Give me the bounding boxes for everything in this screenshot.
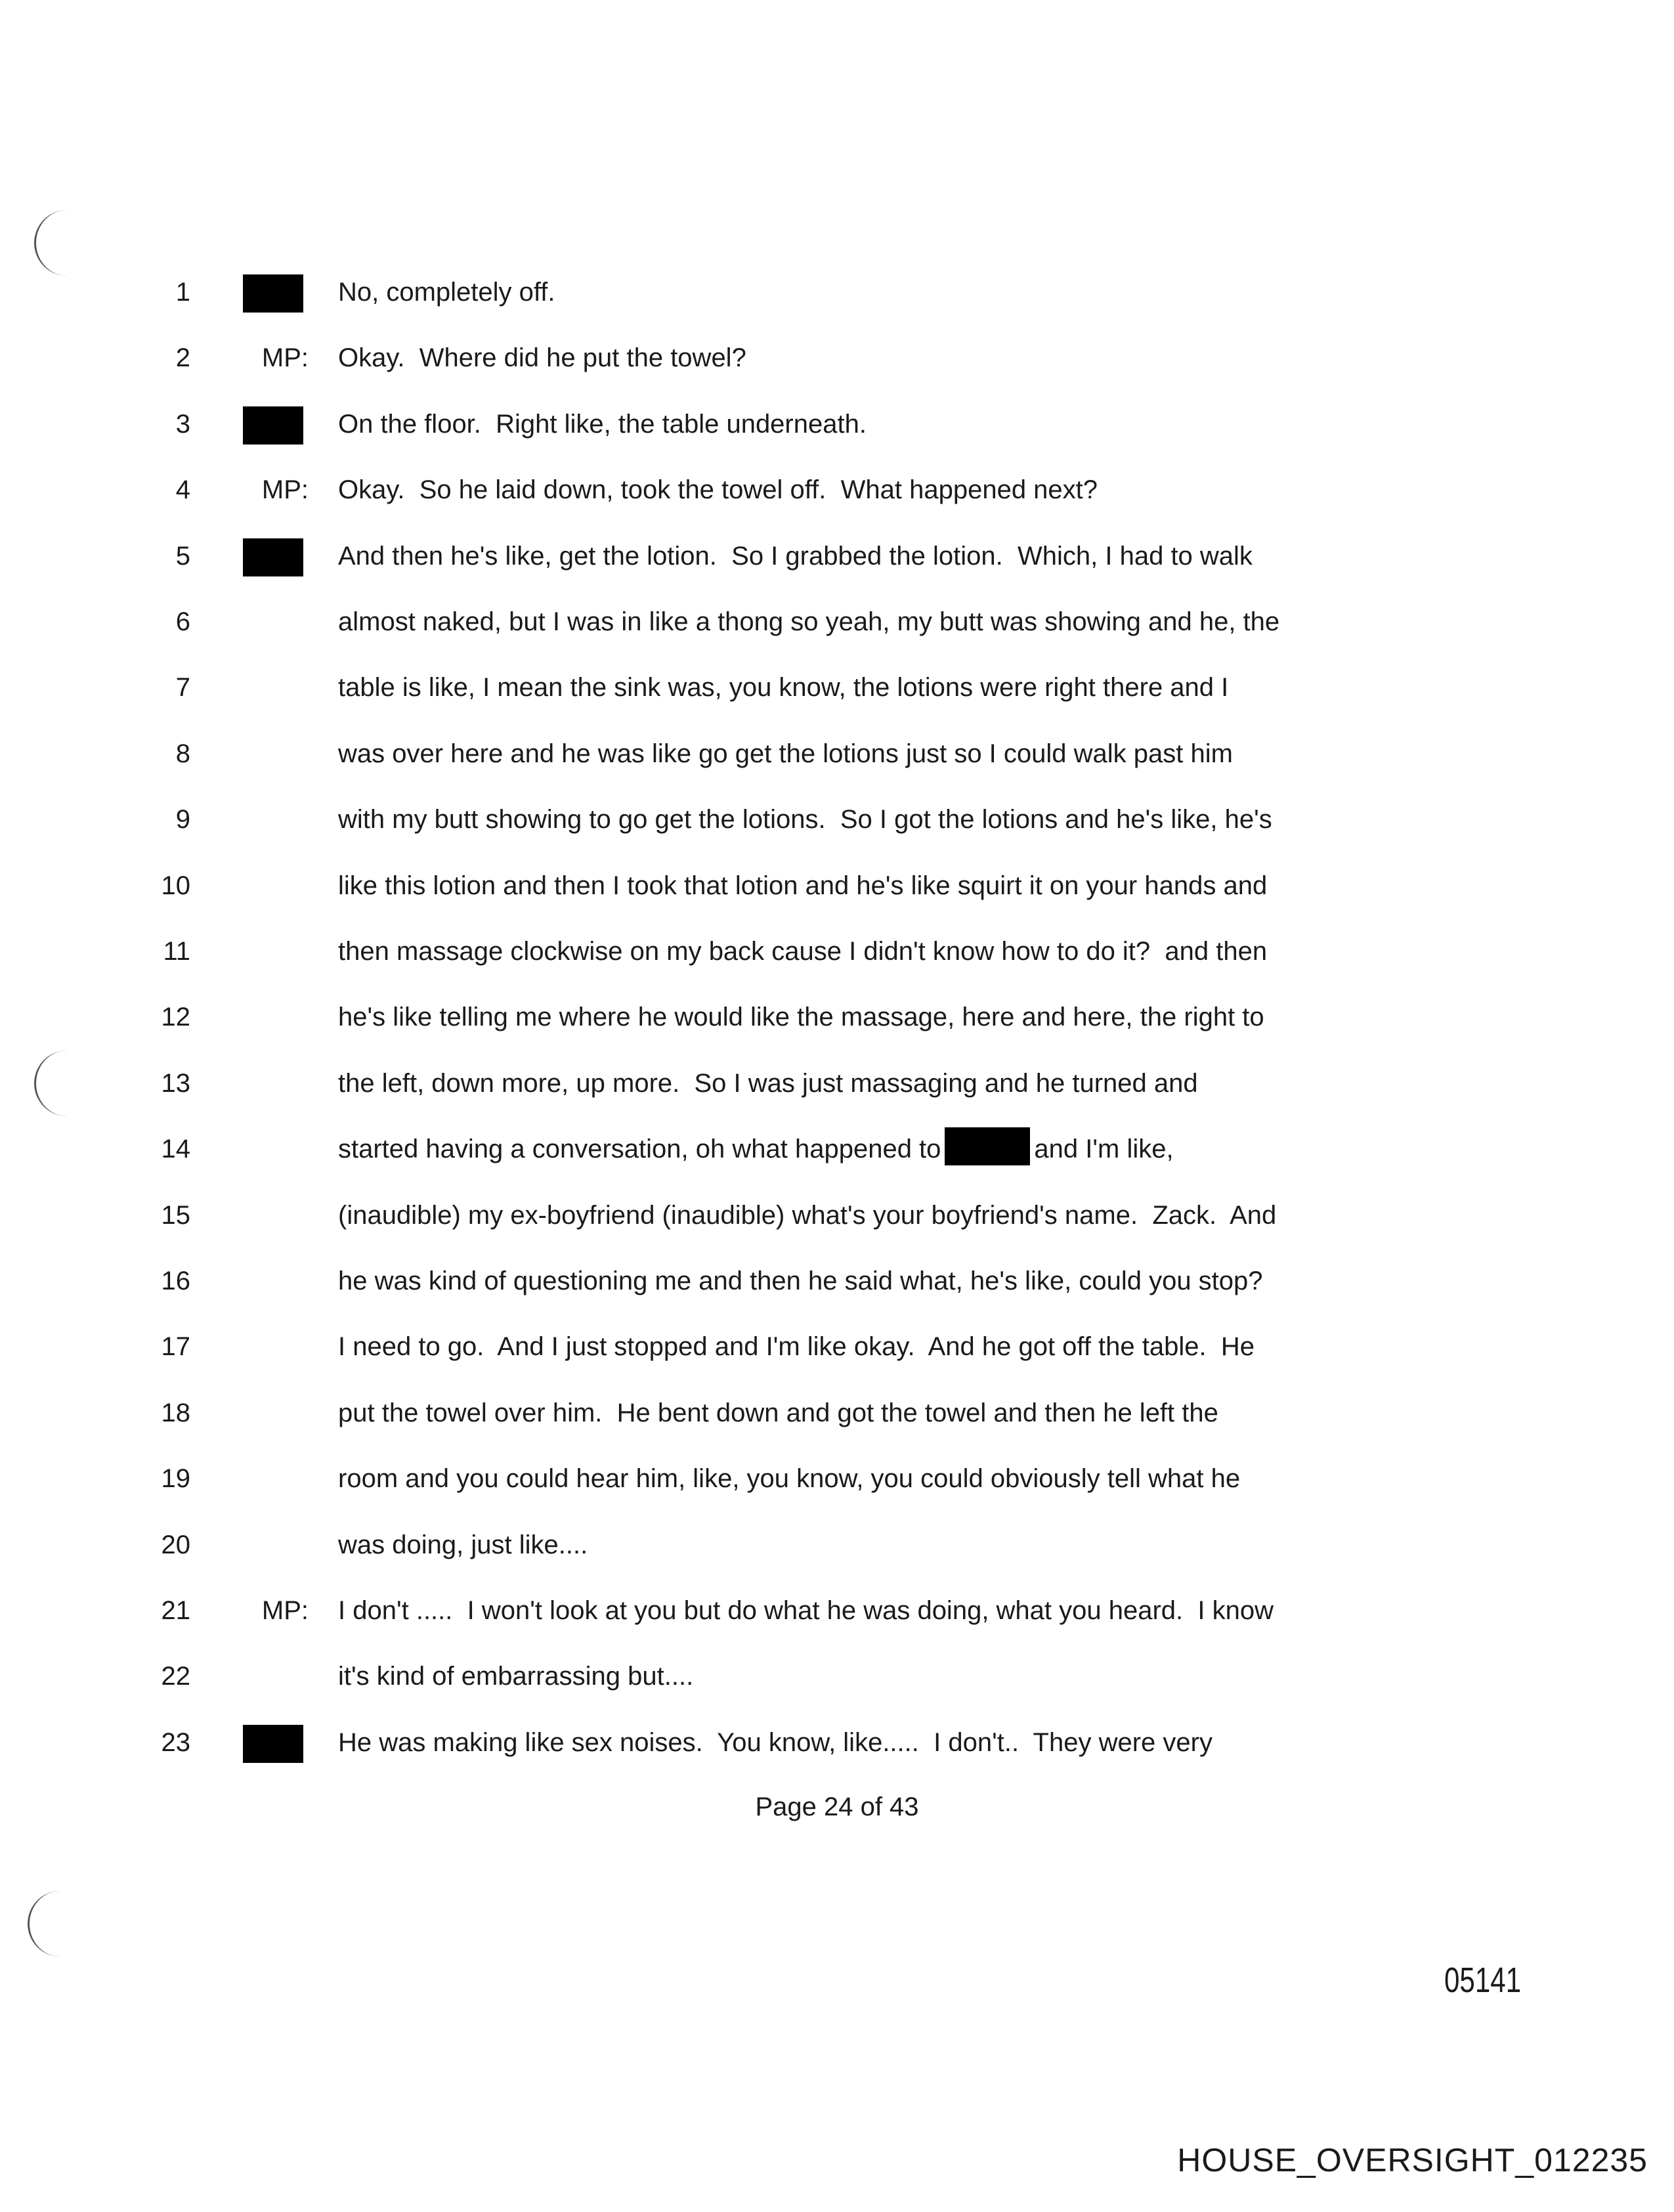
line-text	[338, 796, 1272, 842]
line-number: 8	[175, 739, 190, 768]
line-text-content: room and you could hear him, like, you know, you could obviously tell what he	[338, 1464, 1241, 1493]
line-text-content: it's kind of embarrassing but....	[338, 1662, 694, 1691]
line-number: 14	[161, 1135, 190, 1163]
line-text	[338, 1192, 1276, 1238]
line-number: 16	[161, 1267, 190, 1295]
line-number: 21	[161, 1596, 190, 1625]
line-text-content: with my butt showing to go get the lotions. So I got the lotions and he's like, he's	[338, 805, 1272, 834]
line-number: 2	[175, 343, 190, 372]
line-text-content: And then he's like, get the lotion. So I grabbed the lotion. Which, I had to walk	[338, 542, 1253, 571]
line-text-content: was over here and he was like go get the lotions just so I could walk past him	[338, 739, 1233, 768]
transcript-line	[0, 796, 1674, 842]
line-text-content: (inaudible) my ex-boyfriend (inaudible) what's your boyfriend's name. Zack. And	[338, 1201, 1277, 1230]
line-number: 22	[161, 1662, 190, 1691]
line-text-content: started having a conversation, oh what happened to	[338, 1135, 941, 1163]
line-text-content: almost naked, but I was in like a thong so yeah, my butt was showing and he, the	[338, 607, 1280, 636]
line-text-content: put the towel over him. He bent down and got the towel and then he left the	[338, 1399, 1218, 1427]
line-text	[338, 1258, 1263, 1304]
transcript-line	[0, 1192, 1674, 1238]
transcript-line	[0, 664, 1674, 710]
line-text	[338, 269, 555, 315]
line-text-content: No, completely off.	[338, 278, 555, 307]
line-number: 15	[161, 1201, 190, 1230]
line-text	[338, 863, 1267, 909]
line-number: 4	[175, 475, 190, 504]
redacted-speaker-block	[243, 406, 303, 445]
line-number: 10	[161, 871, 190, 900]
line-text-content: He was making like sex noises. You know, like..... I don't.. They were very	[338, 1728, 1213, 1757]
line-number: 1	[175, 278, 190, 307]
transcript-line	[0, 599, 1674, 645]
line-text-content: Okay. So he laid down, took the towel off. What happened next?	[338, 475, 1098, 504]
transcript-line	[0, 269, 1674, 315]
line-text-content: table is like, I mean the sink was, you know, the lotions were right there and I	[338, 673, 1229, 702]
line-number: 19	[161, 1464, 190, 1493]
line-text-content: On the floor. Right like, the table underneath.	[338, 410, 867, 439]
transcript-line	[0, 1060, 1674, 1106]
punch-hole-mark	[34, 210, 69, 276]
punch-hole-mark	[28, 1891, 62, 1957]
line-text	[338, 401, 867, 447]
line-text-content: then massage clockwise on my back cause I didn't know how to do it? and then	[338, 937, 1268, 966]
line-text-continuation: and I'm like,	[1034, 1135, 1174, 1163]
line-text-content: he's like telling me where he would like the massage, here and here, the right to	[338, 1003, 1264, 1031]
line-number: 3	[175, 410, 190, 439]
line-text-content: Okay. Where did he put the towel?	[338, 343, 746, 372]
transcript-line	[0, 1390, 1674, 1436]
line-number: 13	[161, 1069, 190, 1098]
line-text-content: the left, down more, up more. So I was just massaging and he turned and	[338, 1069, 1198, 1098]
line-text	[338, 467, 1098, 513]
redacted-speaker-block	[243, 538, 303, 576]
line-text	[338, 928, 1267, 974]
line-text-content: like this lotion and then I took that lotion and he's like squirt it on your hands and	[338, 871, 1268, 900]
line-number: 23	[161, 1728, 190, 1757]
transcript-line	[0, 401, 1674, 447]
speaker-label: MP:	[261, 475, 309, 504]
line-text	[338, 599, 1279, 645]
line-text	[338, 994, 1264, 1040]
transcript-line	[0, 928, 1674, 974]
transcript-line	[0, 1258, 1674, 1304]
transcript-line	[0, 1653, 1674, 1699]
speaker-label: MP:	[261, 1596, 309, 1625]
line-text	[338, 731, 1233, 777]
line-number: 18	[161, 1399, 190, 1427]
transcript-line	[0, 1456, 1674, 1502]
line-number: 11	[163, 937, 190, 966]
batch-number: 05141	[1444, 1961, 1522, 2000]
line-text	[338, 1126, 1174, 1172]
line-text	[338, 1060, 1198, 1106]
line-text	[338, 1390, 1218, 1436]
line-number: 7	[175, 673, 190, 702]
line-number: 9	[175, 805, 190, 834]
line-number: 12	[161, 1003, 190, 1031]
line-text	[338, 533, 1253, 579]
transcript-line	[0, 1522, 1674, 1568]
transcript-line	[0, 731, 1674, 777]
line-text	[338, 1588, 1274, 1634]
line-number: 6	[175, 607, 190, 636]
transcript-line	[0, 1126, 1674, 1172]
line-number: 5	[175, 542, 190, 571]
transcript-line	[0, 467, 1674, 513]
line-text-content: was doing, just like....	[338, 1530, 588, 1559]
line-text	[338, 1653, 693, 1699]
line-text	[338, 335, 746, 381]
transcript-line	[0, 863, 1674, 909]
transcript-line	[0, 335, 1674, 381]
transcript-line	[0, 1720, 1674, 1766]
line-text-content: he was kind of questioning me and then he said what, he's like, could you stop?	[338, 1267, 1263, 1295]
transcript-line	[0, 994, 1674, 1040]
transcript-line	[0, 1324, 1674, 1370]
page-number: Page 24 of 43	[755, 1792, 919, 1821]
line-text-content: I need to go. And I just stopped and I'm like okay. And he got off the table. He	[338, 1332, 1255, 1361]
line-text	[338, 1324, 1255, 1370]
line-text-content: I don't ..... I won't look at you but do what he was doing, what you heard. I know	[338, 1596, 1274, 1625]
line-text	[338, 1522, 588, 1568]
speaker-label: MP:	[261, 343, 309, 372]
bates-number: HOUSE_OVERSIGHT_012235	[1177, 2142, 1648, 2179]
redacted-speaker-block	[243, 274, 303, 313]
line-text	[338, 664, 1228, 710]
redacted-name-block	[945, 1127, 1030, 1165]
line-text	[338, 1456, 1240, 1502]
transcript-line	[0, 533, 1674, 579]
line-number: 17	[161, 1332, 190, 1361]
line-text	[338, 1720, 1213, 1766]
line-number: 20	[161, 1530, 190, 1559]
redacted-speaker-block	[243, 1725, 303, 1763]
transcript-line	[0, 1588, 1674, 1634]
